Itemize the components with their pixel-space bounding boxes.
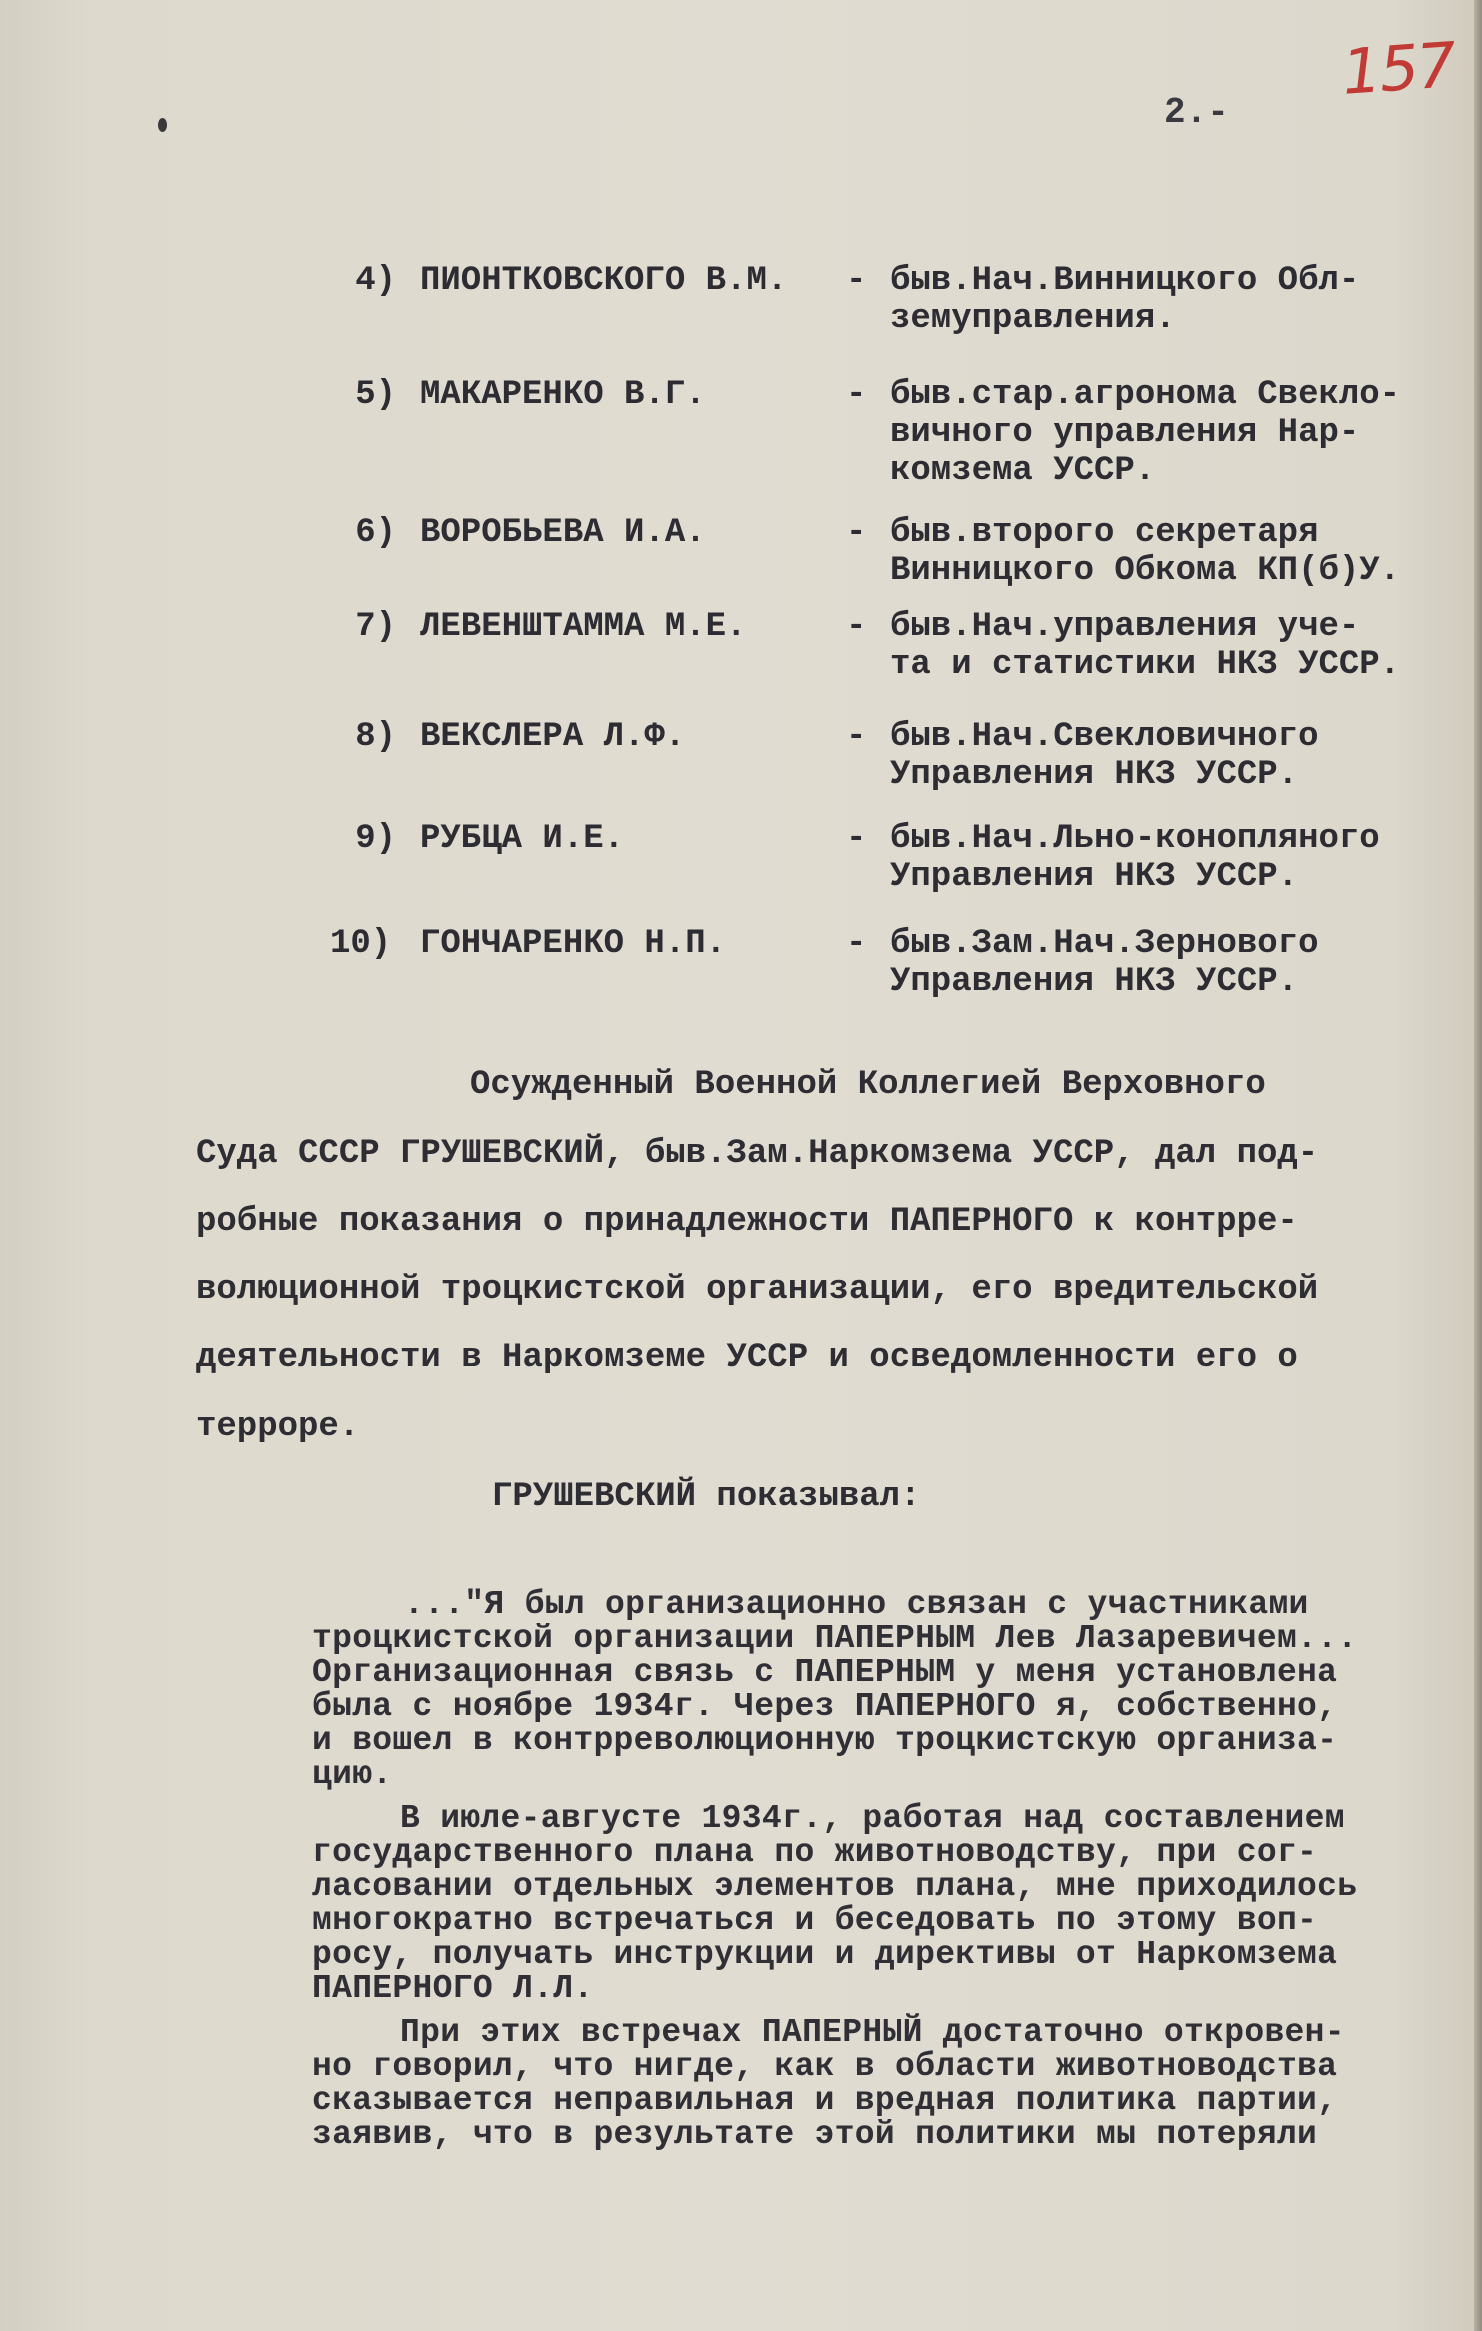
list-item-description-line: Управления НКЗ УССР. bbox=[890, 963, 1299, 1001]
quote-line: Организационная связь с ПАПЕРНЫМ у меня установлена bbox=[312, 1654, 1338, 1691]
list-item-description-line: комзема УССР. bbox=[890, 452, 1156, 490]
quote-line: ласовании отдельных элементов плана, мне приходилось bbox=[312, 1868, 1358, 1905]
list-item-dash: - bbox=[846, 925, 867, 963]
quote-line: многократно встречаться и беседовать по этому воп- bbox=[312, 1902, 1318, 1939]
quote-line: государственного плана по животноводству, при сог- bbox=[312, 1834, 1318, 1871]
punch-mark bbox=[158, 118, 167, 132]
quote-line: росу, получать инструкции и директивы от Наркомзема bbox=[312, 1936, 1338, 1973]
list-item-dash: - bbox=[846, 608, 867, 646]
list-item-name: ВЕКСЛЕРА Л.Ф. bbox=[420, 718, 686, 756]
list-item-dash: - bbox=[846, 718, 867, 756]
page-number: 2.- bbox=[1164, 92, 1229, 133]
quote-line: но говорил, что нигде, как в области животноводства bbox=[312, 2048, 1338, 2085]
list-item-number: 8) bbox=[355, 718, 396, 756]
list-item-description-line: земуправления. bbox=[890, 300, 1176, 338]
list-item-name: РУБЦА И.Е. bbox=[420, 820, 625, 858]
list-item-description-line: вичного управления Нар- bbox=[890, 414, 1360, 452]
list-item-number: 10) bbox=[330, 925, 392, 963]
list-item-dash: - bbox=[846, 514, 867, 552]
page-edge bbox=[1474, 0, 1482, 2331]
paragraph-line: Суда СССР ГРУШЕВСКИЙ, быв.Зам.Наркомзема УССР, дал под- bbox=[196, 1135, 1319, 1173]
list-item-description-line: быв.второго секретаря bbox=[890, 514, 1319, 552]
quote-line: сказывается неправильная и вредная политика партии, bbox=[312, 2082, 1338, 2119]
list-item-number: 9) bbox=[355, 820, 396, 858]
quote-line: цию. bbox=[312, 1756, 393, 1793]
quote-line: и вошел в контрреволюционную троцкистскую организа- bbox=[312, 1722, 1338, 1759]
list-item-description-line: быв.Зам.Нач.Зернового bbox=[890, 925, 1319, 963]
quote-line: ..."Я был организационно связан с участниками bbox=[404, 1586, 1309, 1623]
list-item-description-line: Управления НКЗ УССР. bbox=[890, 858, 1299, 896]
quote-line: ПАПЕРНОГО Л.Л. bbox=[312, 1970, 594, 2007]
list-item-number: 4) bbox=[355, 262, 396, 300]
list-item-description-line: Винницкого Обкома КП(б)У. bbox=[890, 552, 1401, 590]
list-item-name: ГОНЧАРЕНКО Н.П. bbox=[420, 925, 727, 963]
paragraph-line: Осужденный Военной Коллегией Верховного bbox=[470, 1066, 1266, 1104]
folio-number: 157 bbox=[1339, 28, 1457, 109]
paragraph-line: терроре. bbox=[196, 1408, 360, 1446]
list-item-description-line: быв.Нач.управления уче- bbox=[890, 608, 1360, 646]
quote-line: троцкистской организации ПАПЕРНЫМ Лев Лазаревичем... bbox=[312, 1620, 1358, 1657]
paragraph-line: робные показания о принадлежности ПАПЕРНОГО к контрре- bbox=[196, 1203, 1298, 1241]
quote-line: При этих встречах ПАПЕРНЫЙ достаточно откровен- bbox=[400, 2014, 1345, 2051]
list-item-description-line: быв.Нач.Льно-конопляного bbox=[890, 820, 1380, 858]
list-item-number: 7) bbox=[355, 608, 396, 646]
list-item-description-line: быв.Нач.Свекловичного bbox=[890, 718, 1319, 756]
list-item-name: ЛЕВЕНШТАММА М.Е. bbox=[420, 608, 747, 646]
list-item-number: 6) bbox=[355, 514, 396, 552]
list-item-name: ВОРОБЬЕВА И.А. bbox=[420, 514, 706, 552]
quote-line: заявив, что в результате этой политики мы потеряли bbox=[312, 2116, 1318, 2153]
list-item-name: ПИОНТКОВСКОГО В.М. bbox=[420, 262, 788, 300]
paragraph-line: волюционной троцкистской организации, его вредительской bbox=[196, 1271, 1319, 1309]
quote-line: была с ноябре 1934г. Через ПАПЕРНОГО я, собственно, bbox=[312, 1688, 1338, 1725]
list-item-dash: - bbox=[846, 820, 867, 858]
list-item-description-line: та и статистики НКЗ УССР. bbox=[890, 646, 1401, 684]
paragraph-line: деятельности в Наркомземе УССР и осведомленности его о bbox=[196, 1339, 1298, 1377]
list-item-dash: - bbox=[846, 262, 867, 300]
list-item-number: 5) bbox=[355, 376, 396, 414]
quote-line: В июле-августе 1934г., работая над составлением bbox=[400, 1800, 1345, 1837]
list-item-dash: - bbox=[846, 376, 867, 414]
list-item-name: МАКАРЕНКО В.Г. bbox=[420, 376, 706, 414]
testified-heading: ГРУШЕВСКИЙ показывал: bbox=[492, 1478, 921, 1516]
list-item-description-line: быв.Нач.Винницкого Обл- bbox=[890, 262, 1360, 300]
list-item-description-line: Управления НКЗ УССР. bbox=[890, 756, 1299, 794]
list-item-description-line: быв.стар.агронома Свекло- bbox=[890, 376, 1401, 414]
